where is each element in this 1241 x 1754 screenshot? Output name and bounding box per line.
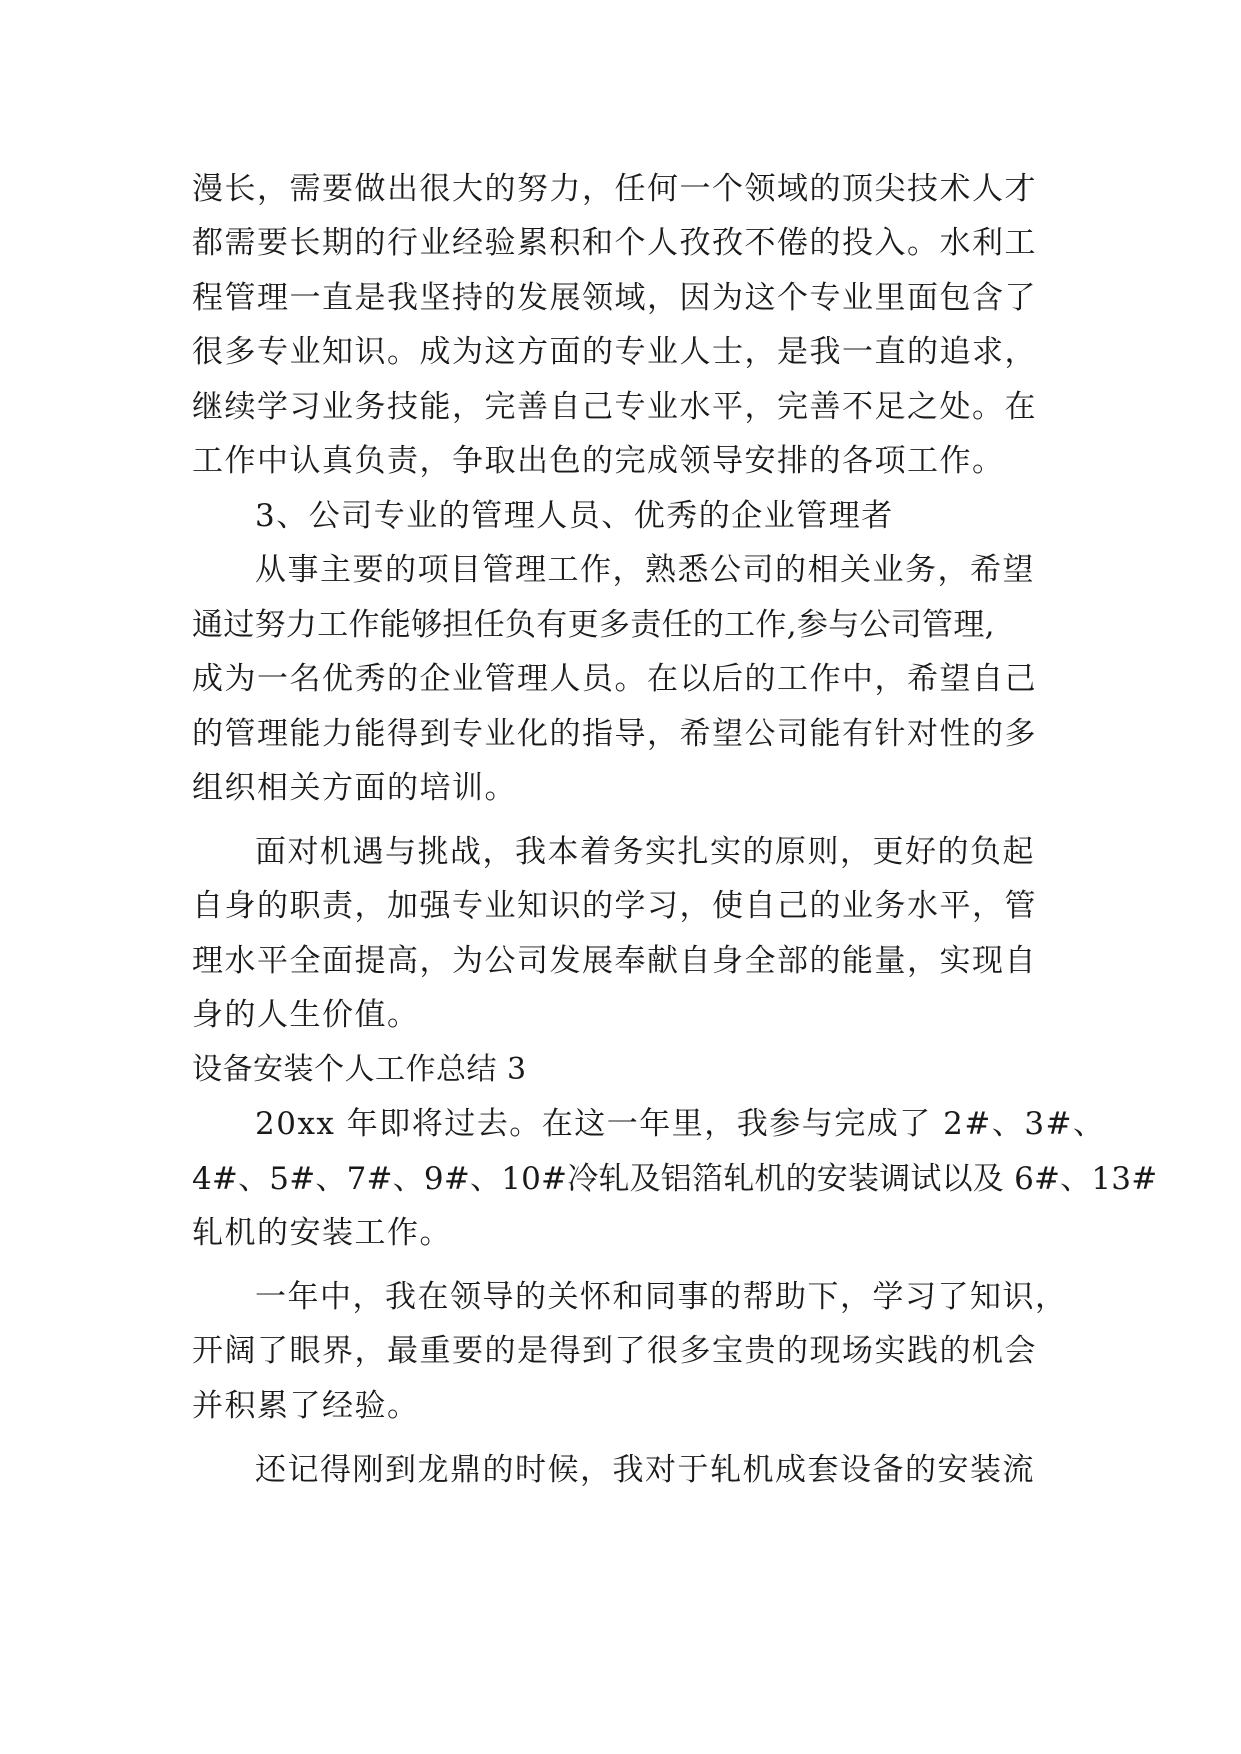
body-text-line: 很多专业知识。成为这方面的专业人士，是我一直的追求， (192, 334, 1037, 370)
body-text-line: 还记得刚到龙鼎的时候，我对于轧机成套设备的安装流 (255, 1452, 1035, 1488)
body-text-line: 一年中，我在领导的关怀和同事的帮助下，学习了知识， (255, 1279, 1068, 1315)
body-text-line: 自身的职责，加强专业知识的学习，使自己的业务水平，管 (192, 888, 1037, 924)
body-text-line: 继续学习业务技能，完善自己专业水平，完善不足之处。在 (192, 389, 1037, 425)
section-item-heading: 3、公司专业的管理人员、优秀的企业管理者 (255, 498, 894, 534)
body-text-line: 通过努力工作能够担任负有更多责任的工作,参与公司管理, (192, 607, 995, 643)
body-text-line: 程管理一直是我坚持的发展领域，因为这个专业里面包含了 (192, 280, 1037, 316)
body-text-line: 理水平全面提高，为公司发展奉献自身全部的能量，实现自 (192, 943, 1037, 979)
body-text-line: 身的人生价值。 (192, 997, 420, 1033)
body-text-line: 面对机遇与挑战，我本着务实扎实的原则，更好的负起 (255, 834, 1035, 870)
body-text-line: 组织相关方面的培训。 (192, 770, 517, 806)
body-text-line: 从事主要的项目管理工作，熟悉公司的相关业务，希望 (255, 552, 1035, 588)
body-text-line: 成为一名优秀的企业管理人员。在以后的工作中，希望自己 (192, 661, 1037, 697)
body-text-line: 轧机的安装工作。 (192, 1215, 452, 1251)
body-text-line: 20xx 年即将过去。在这一年里，我参与完成了 2#、3#、 (255, 1106, 1106, 1142)
body-text-line: 并积累了经验。 (192, 1388, 420, 1424)
body-text-line: 漫长，需要做出很大的努力，任何一个领域的顶尖技术人才 (192, 171, 1037, 207)
body-text-line: 工作中认真负责，争取出色的完成领导安排的各项工作。 (192, 443, 1005, 479)
body-text-line: 都需要长期的行业经验累积和个人孜孜不倦的投入。水利工 (192, 225, 1037, 261)
body-text-line: 开阔了眼界，最重要的是得到了很多宝贵的现场实践的机会 (192, 1333, 1037, 1369)
section-heading: 设备安装个人工作总结 3 (192, 1052, 527, 1087)
body-text-line: 4#、5#、7#、9#、10#冷轧及铝箔轧机的安装调试以及 6#、13# (192, 1161, 1158, 1197)
body-text-line: 的管理能力能得到专业化的指导，希望公司能有针对性的多 (192, 716, 1037, 752)
